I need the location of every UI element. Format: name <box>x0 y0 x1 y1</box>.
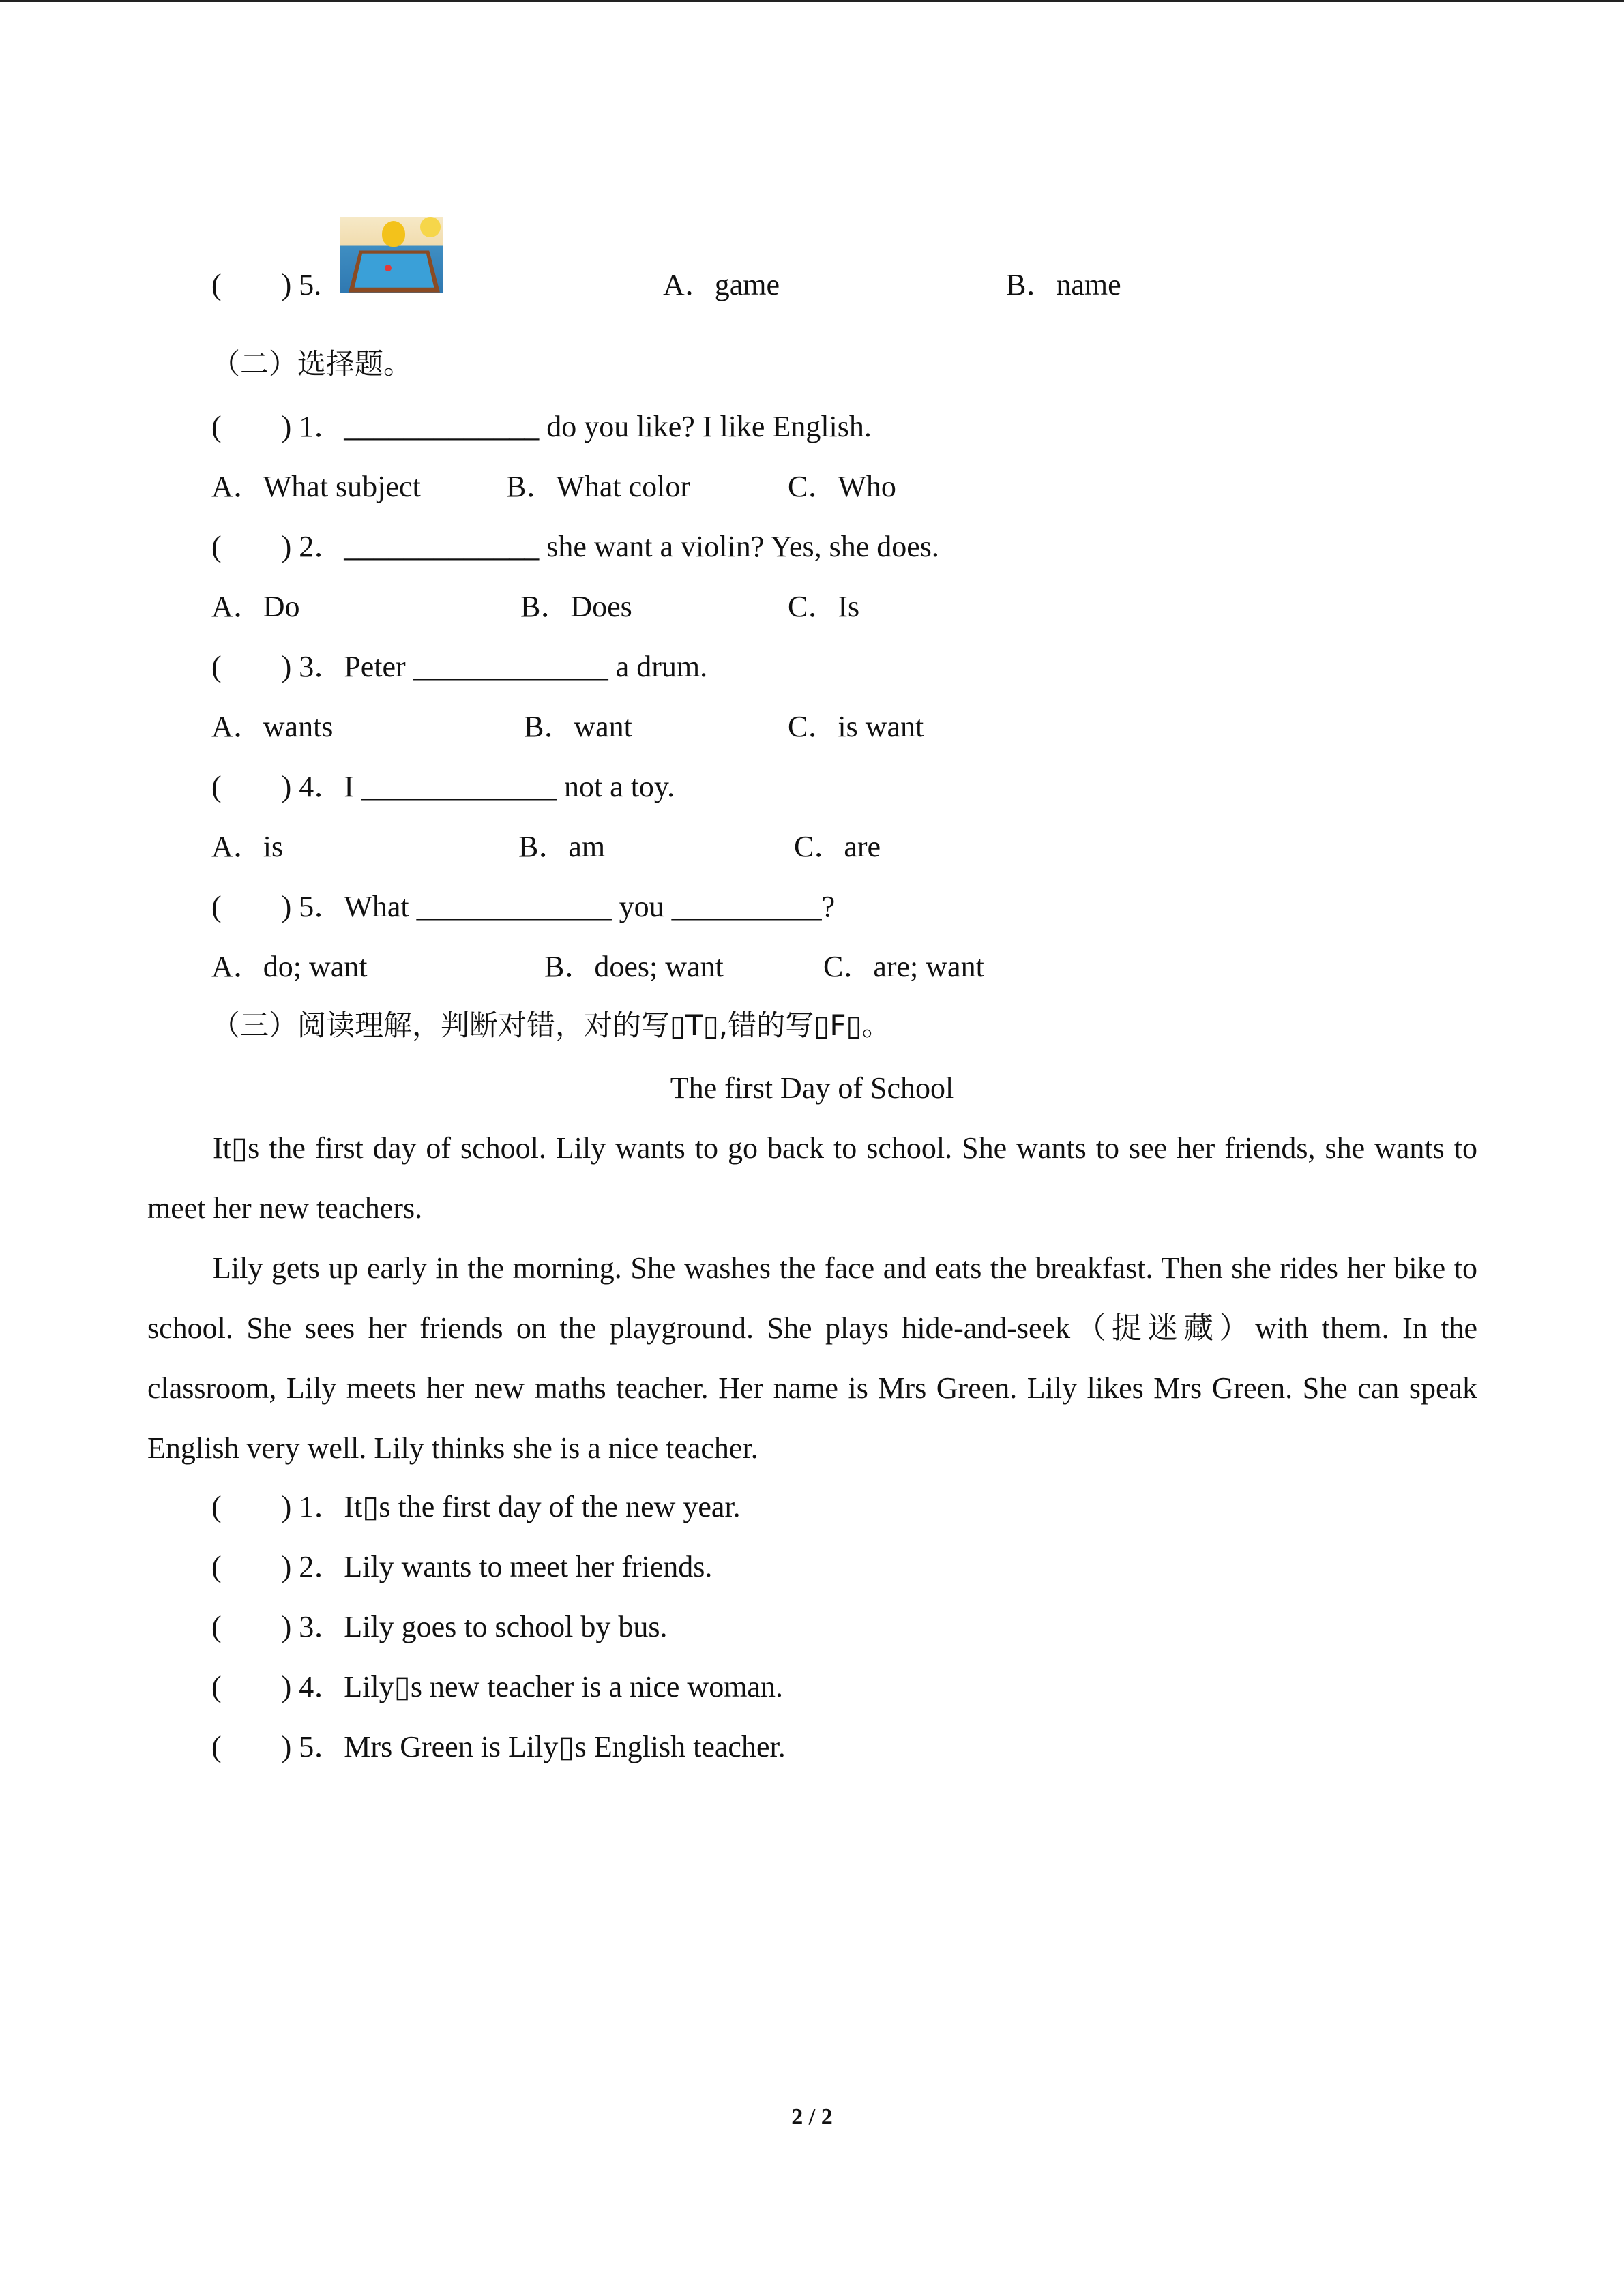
statement: ( ) 5．Mrs Green is Lily▯s English teacher. <box>211 1730 786 1763</box>
question-stem: ( ) 1．_____________ do you like? I like English. <box>211 410 872 443</box>
option-c: C．is want <box>788 710 924 743</box>
passage-paragraph-1: It▯s the first day of school. Lily wants to go back to school. She wants to see her friends, she wants to meet her new teachers. <box>147 1131 1477 1225</box>
option-a: A．do; want <box>211 950 368 983</box>
option-b: B．does; want <box>544 950 724 983</box>
question-stem: ( ) 4．I _____________ not a toy. <box>211 770 675 803</box>
option-b: B．am <box>518 830 606 863</box>
section-2-heading: （二）选择题。 <box>211 347 413 381</box>
option-b: B．What color <box>506 470 691 503</box>
question-stem: ( ) 3．Peter _____________ a drum. <box>211 650 708 683</box>
question-prefix: ( ) 5. <box>211 268 322 301</box>
option-c: C．Who <box>788 470 896 503</box>
option-a: A．game <box>663 268 780 301</box>
option-a: A．What subject <box>211 470 421 503</box>
option-a: A．is <box>211 830 284 863</box>
statement: ( ) 4．Lily▯s new teacher is a nice woman. <box>211 1670 783 1703</box>
picture-question-5 <box>211 266 321 304</box>
air-hockey-picture <box>340 217 443 293</box>
passage-title: The first Day of School <box>670 1071 954 1105</box>
option-c: C．Is <box>788 590 860 623</box>
option-c: C．are; want <box>823 950 984 983</box>
passage-paragraph-2: Lily gets up early in the morning. She washes the face and eats the breakfast. Then she rides her bike to school. She sees her friends on the playground. She plays hide-and-seek（捉迷藏）with them. In the classroom, Lily meets her new maths teacher. Her name is Mrs Green. Lily likes Mrs Green. She can speak English very well. Lily thinks she is a nice teacher. <box>147 1251 1477 1465</box>
question-stem: ( ) 5．What _____________ you __________? <box>211 890 836 923</box>
option-b: B．name <box>1006 268 1121 301</box>
option-b: B．want <box>524 710 632 743</box>
statement: ( ) 2．Lily wants to meet her friends. <box>211 1550 713 1583</box>
top-border <box>0 0 1624 2</box>
option-a: A．Do <box>211 590 300 623</box>
option-c: C．are <box>794 830 881 863</box>
page-number: 2 / 2 <box>791 2104 833 2130</box>
option-a: A．wants <box>211 710 334 743</box>
statement: ( ) 1．It▯s the first day of the new year. <box>211 1490 741 1523</box>
question-stem: ( ) 2．_____________ she want a violin? Yes, she does. <box>211 530 939 563</box>
section-3-heading: （三）阅读理解，判断对错，对的写▯T▯,错的写▯F▯。 <box>211 1009 891 1042</box>
option-b: B．Does <box>520 590 632 623</box>
statement: ( ) 3．Lily goes to school by bus. <box>211 1610 668 1643</box>
